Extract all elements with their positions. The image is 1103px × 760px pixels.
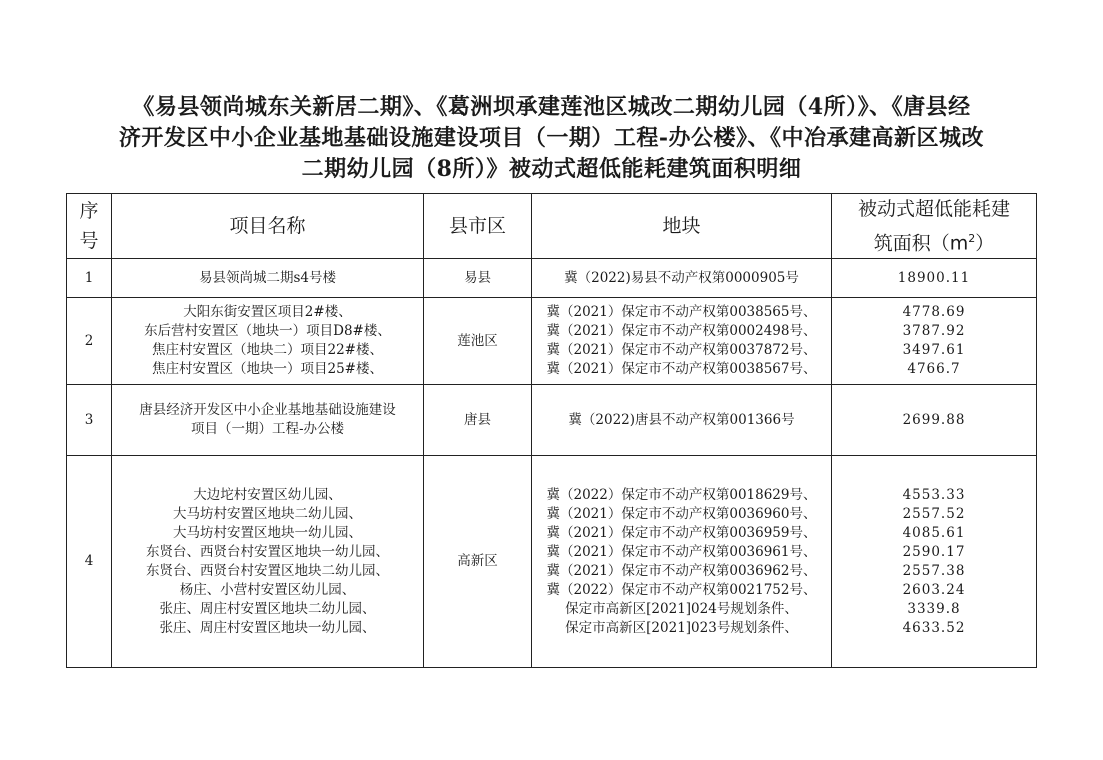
header-project-name: 项目名称 (112, 194, 424, 259)
row-project-names: 大阳东街安置区项目2#楼、 东后营村安置区（地块一）项目D8#楼、 焦庄村安置区（地块二）项目22#楼、 焦庄村安置区（地块一）项目25#楼、 (112, 298, 424, 385)
title-line-3: 二期幼儿园（8所）》被动式超低能耗建筑面积明细 (301, 156, 802, 182)
table-row (67, 456, 1037, 668)
row-district: 高新区 (424, 456, 532, 668)
header-parcel: 地块 (532, 194, 832, 259)
row-areas: 4778.69 3787.92 3497.61 4766.7 (832, 298, 1037, 385)
row-areas: 18900.11 (832, 259, 1037, 298)
title-line-1: 《易县领尚城东关新居二期》、《葛洲坝承建莲池区城改二期幼儿园（4所）》、《唐县经 (132, 94, 971, 120)
row-project-names: 易县领尚城二期s4号楼 (112, 259, 424, 298)
row-district: 易县 (424, 259, 532, 298)
header-area-line1: 被动式超低能耗建 (857, 198, 1010, 220)
table-row (67, 298, 1037, 385)
row-index: 2 (67, 298, 112, 385)
title-line-2: 济开发区中小企业基地基础设施建设项目（一期）工程-办公楼》、《中冶承建高新区城改 (118, 125, 985, 151)
table-header-row (67, 194, 1037, 259)
document-title (60, 92, 1043, 185)
header-district: 县市区 (424, 194, 532, 259)
row-project-names: 大边坨村安置区幼儿园、 大马坊村安置区地块二幼儿园、 大马坊村安置区地块一幼儿园、 东贤台、西贤台村安置区地块一幼儿园、 东贤台、西贤台村安置区地块二幼儿园、 杨庄、小营村安置区幼儿园、 张庄、周庄村安置区地块二幼儿园、 张庄、周庄村安置区地块一幼儿园、 (112, 456, 424, 668)
row-parcels: 冀（2022)易县不动产权第0000905号 (532, 259, 832, 298)
row-index: 1 (67, 259, 112, 298)
header-area (832, 194, 1037, 259)
row-index: 3 (67, 385, 112, 456)
row-areas: 2699.88 (832, 385, 1037, 456)
table-row (67, 385, 1037, 456)
row-areas: 4553.33 2557.52 4085.61 2590.17 2557.38 2603.24 3339.8 4633.52 (832, 456, 1037, 668)
row-project-names: 唐县经济开发区中小企业基地基础设施建设 项目（一期）工程-办公楼 (112, 385, 424, 456)
row-index: 4 (67, 456, 112, 668)
header-area-line2: 筑面积$(m^2)$ (873, 232, 995, 255)
row-district: 唐县 (424, 385, 532, 456)
table-row (67, 259, 1037, 298)
area-detail-table (66, 193, 1037, 668)
row-parcels: 冀（2022）保定市不动产权第0018629号、 冀（2021）保定市不动产权第0036960号、 冀（2021）保定市不动产权第0036959号、 冀（2021）保定市不动产权第0036961号、 冀（2021）保定市不动产权第0036962号、 冀（2022）保定市不动产权第0021752号、 保定市高新区[2021]024号规划条件、 保定市高新区[2021]023号规划条件、 (532, 456, 832, 668)
header-index: 序号 (67, 194, 112, 259)
row-district: 莲池区 (424, 298, 532, 385)
row-parcels: 冀（2021）保定市不动产权第0038565号、 冀（2021）保定市不动产权第0002498号、 冀（2021）保定市不动产权第0037872号、 冀（2021）保定市不动产权第0038567号、 (532, 298, 832, 385)
row-parcels: 冀（2022)唐县不动产权第001366号 (532, 385, 832, 456)
